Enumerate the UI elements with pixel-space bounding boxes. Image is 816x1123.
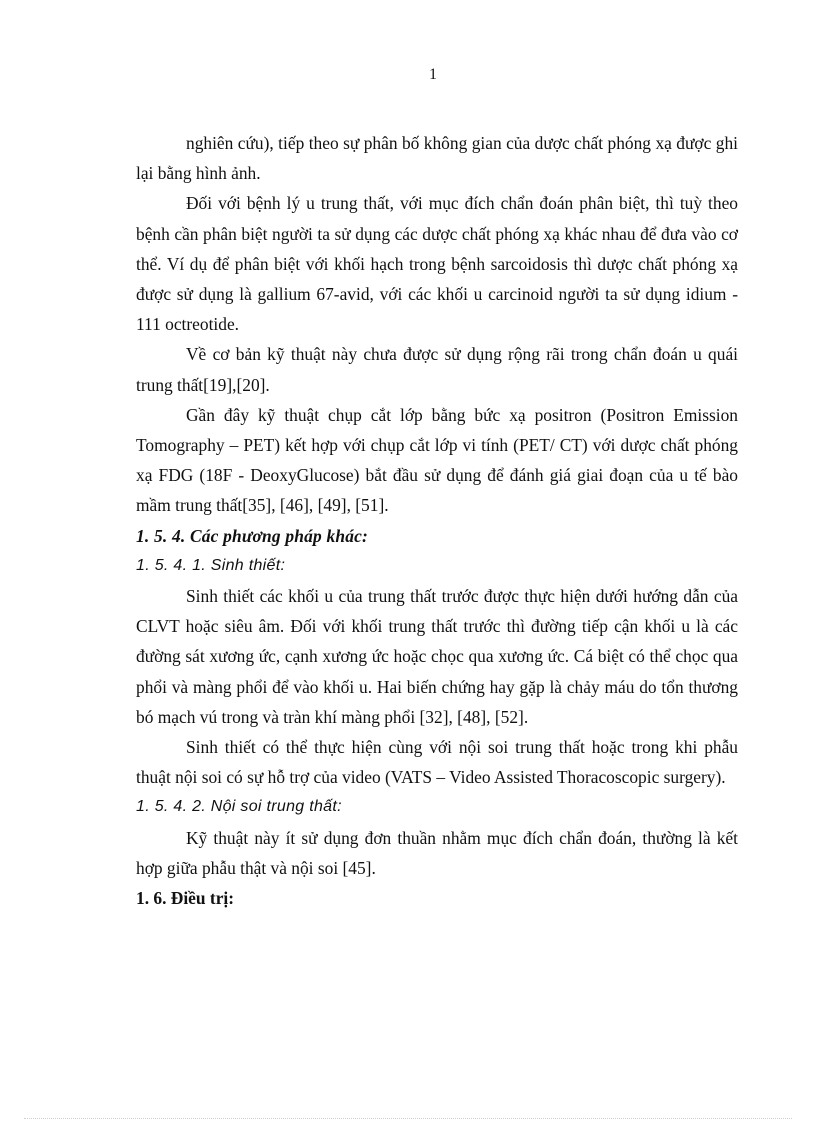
paragraph-biopsy-guidance: Sinh thiết các khối u của trung thất trước được thực hiện dưới hướng dẫn của CLVT hoặc siêu âm. Đối với khối trung thất trước thì đường tiếp cận khối u là các đường sát xương ức, cạnh xương ức hoặc chọc qua xương ức. Cá biệt có thể chọc qua phổi và màng phổi để vào khối u. Hai biến chứng hay gặp là chảy máu do tổn thương bó mạch vú trong và tràn khí màng phổi [32], [48], [52]. — [136, 586, 738, 727]
heading-treatment: 1. 6. Điều trị: — [136, 888, 235, 909]
paragraph-pet-ct: Gần đây kỹ thuật chụp cắt lớp bằng bức xạ positron (Positron Emission Tomography – PET) kết hợp với chụp cắt lớp vi tính (PET/ CT) với dược chất phóng xạ FDG (18F - DeoxyGlucose) bắt đầu sử dụng để đánh giá giai đoạn của u tế bào mầm trung thất[35], [46], [49], [51]. — [136, 404, 738, 516]
paragraph-biopsy-vats: Sinh thiết có thể thực hiện cùng với nội soi trung thất hoặc trong khi phẫu thuật nội soi có sự hỗ trợ của video (VATS – Video Assisted Thoracoscopic surgery). — [136, 737, 738, 788]
heading-mediastinoscopy: 1. 5. 4. 2. Nội soi trung thất: — [136, 798, 342, 816]
paragraph-differential-diagnosis: Đối với bệnh lý u trung thất, với mục đích chẩn đoán phân biệt, thì tuỳ theo bệnh cần phân biệt người ta sử dụng các dược chất phóng xạ khác nhau để đưa vào cơ thể. Ví dụ để phân biệt với khối hạch trong bệnh sarcoidosis thì dược chất phóng xạ được sử dụng là gallium 67-avid, với các khối u carcinoid người ta sử dụng idium - 111 octreotide. — [136, 193, 738, 335]
heading-other-methods: 1. 5. 4. Các phương pháp khác: — [136, 525, 369, 546]
paragraph-not-widely-used: Về cơ bản kỹ thuật này chưa được sử dụng rộng rãi trong chẩn đoán u quái trung thất[19],[20]. — [136, 344, 738, 395]
page-content — [136, 128, 738, 913]
page-number: 1 — [429, 66, 437, 83]
paragraph-mediastinoscopy: Kỹ thuật này ít sử dụng đơn thuần nhằm mục đích chẩn đoán, thường là kết hợp giữa phẫu thật và nội soi [45]. — [136, 827, 738, 878]
paragraph-radionuclide-imaging-end: nghiên cứu), tiếp theo sự phân bố không gian của dược chất phóng xạ được ghi lại bằng hình ảnh. — [136, 133, 738, 184]
page-bottom-divider — [24, 1118, 792, 1119]
heading-biopsy: 1. 5. 4. 1. Sinh thiết: — [136, 556, 286, 574]
